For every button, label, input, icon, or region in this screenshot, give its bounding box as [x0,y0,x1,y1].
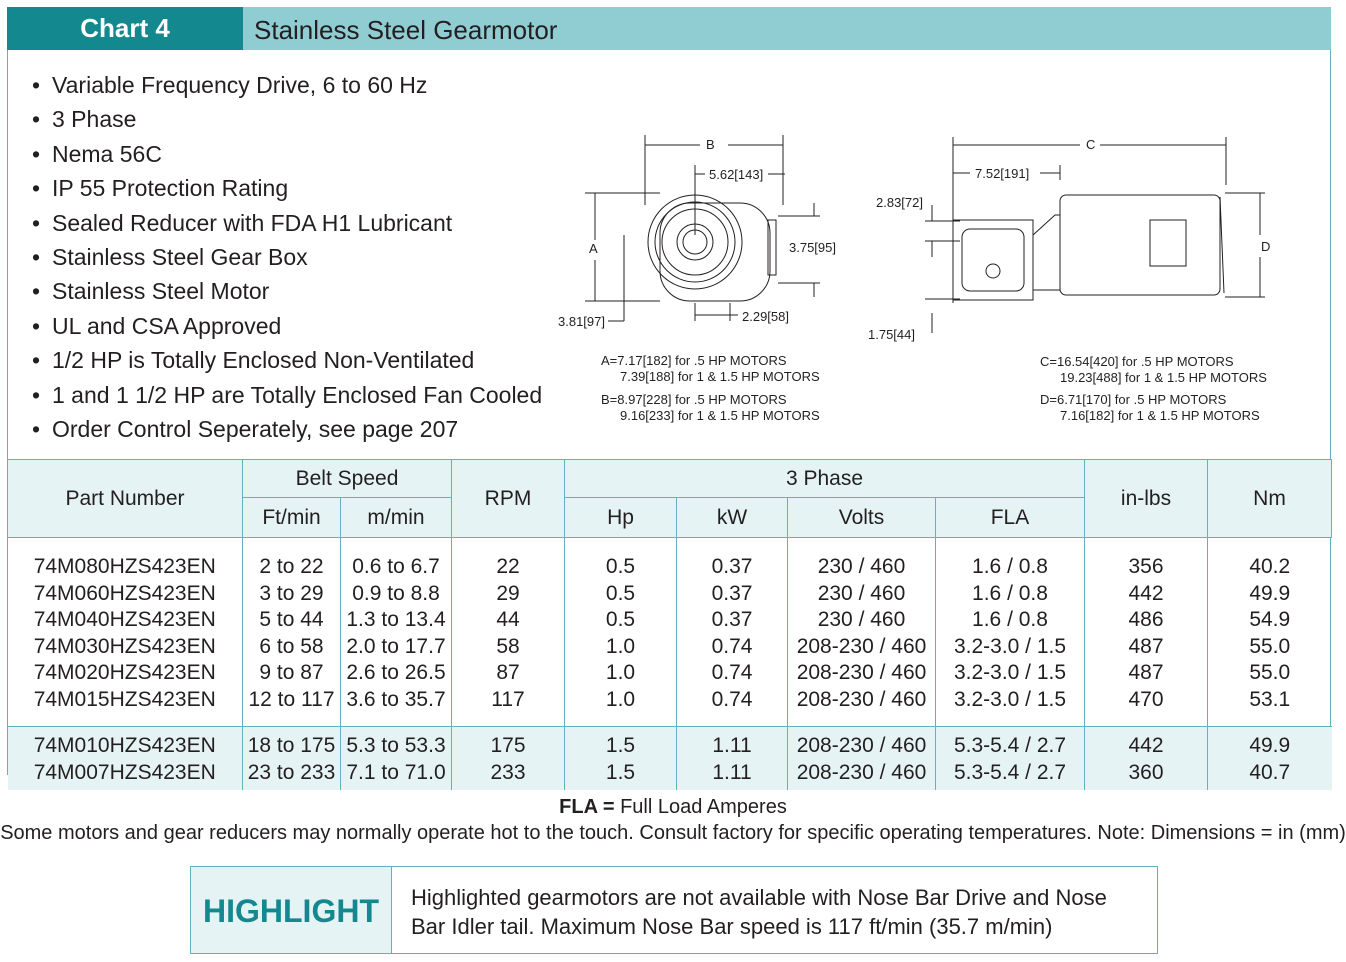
table-row [8,607,1332,634]
table-cell: 74M020HZS423EN [33,661,216,684]
table-cell: 87 [452,660,565,687]
note-a-2: 7.39[188] for 1 & 1.5 HP MOTORS [620,369,820,384]
col-hp: Hp [565,498,677,538]
dim-left-3: 3.81[97] [558,314,605,329]
feature-text: 1/2 HP is Totally Enclosed Non-Ventilated [52,347,475,374]
table-cell: 22 [452,554,565,581]
table-cell: 5.3 to 53.3 [341,733,452,760]
table-cell: 0.74 [677,634,788,661]
table-cell: 0.5 [565,554,677,581]
feature-text: Stainless Steel Motor [52,278,270,305]
table-row [8,687,1332,714]
table-cell: 208-230 / 460 [788,660,936,687]
table-cell: 0.5 [565,607,677,634]
dim-left-1: 5.62[143] [709,167,764,182]
feature-item [32,206,542,240]
table-cell: 0.74 [677,687,788,714]
note-b-1: B=8.97[228] for .5 HP MOTORS [601,392,787,407]
table-spacer [8,713,1332,727]
table-cell: 12 to 117 [243,687,341,714]
highlight-text: Highlighted gearmotors are not available with Nose Bar Drive and Nose Bar Idler tail. Maximum Nose Bar speed is 117 ft/min (35.7 m/min) [411,885,1107,939]
table-cell: 74M080HZS423EN [33,555,216,578]
table-cell: 2.6 to 26.5 [341,660,452,687]
table-cell: 49.9 [1208,581,1332,608]
chart-number-label: Chart 4 [7,7,243,50]
feature-text: Nema 56C [52,140,162,167]
table-cell: 3.6 to 35.7 [341,687,452,714]
table-cell: 6 to 58 [243,634,341,661]
highlight-box [190,866,1158,954]
col-kw: kW [677,498,788,538]
table-cell: 208-230 / 460 [788,760,936,787]
dim-b-label: B [706,137,715,152]
table-cell: 55.0 [1208,634,1332,661]
fla-note [0,796,1346,819]
table-cell: 0.37 [677,581,788,608]
feature-text: Sealed Reducer with FDA H1 Lubricant [52,209,453,236]
col-in-lbs: in-lbs [1085,460,1208,538]
table-cell: 442 [1085,733,1208,760]
feature-list [32,68,542,446]
bullet-icon: • [32,347,41,374]
table-cell: 74M030HZS423EN [33,634,216,658]
note-c-1: C=16.54[420] for .5 HP MOTORS [1040,354,1234,369]
feature-text: IP 55 Protection Rating [52,175,289,202]
table-row [8,660,1332,687]
bullet-icon: • [32,209,41,236]
table-cell: 2 to 22 [243,554,341,581]
table-cell: 0.74 [677,660,788,687]
table-spacer [8,538,1332,555]
table-cell: 53.1 [1208,687,1332,714]
note-d-1: D=6.71[170] for .5 HP MOTORS [1040,392,1227,407]
feature-text: 1 and 1 1/2 HP are Totally Enclosed Fan Cooled [52,381,543,408]
table-row [8,760,1332,787]
table-cell: 1.0 [565,687,677,714]
table-cell: 5 to 44 [243,607,341,634]
table-cell: 1.11 [677,760,788,787]
table-cell: 74M007HZS423EN [8,760,243,787]
feature-item [32,412,542,446]
bullet-icon: • [32,278,41,305]
col-belt-speed: Belt Speed [243,460,452,498]
table-cell: 1.3 to 13.4 [341,607,452,634]
table-cell: 23 to 233 [243,760,341,787]
feature-text: Order Control Seperately, see page 207 [52,416,459,443]
table-cell: 1.5 [565,733,677,760]
feature-item [32,68,542,102]
fla-equals: = [597,796,621,818]
table-cell: 0.6 to 6.7 [341,554,452,581]
table-cell: 1.5 [565,760,677,787]
note-b-2: 9.16[233] for 1 & 1.5 HP MOTORS [620,408,820,423]
dim-right-1: 7.52[191] [975,166,1030,181]
feature-item [32,378,542,412]
feature-text: Stainless Steel Gear Box [52,244,308,271]
table-cell: 54.9 [1208,607,1332,634]
bullet-icon: • [32,175,41,202]
note-d-2: 7.16[182] for 1 & 1.5 HP MOTORS [1060,408,1260,423]
note-c-2: 19.23[488] for 1 & 1.5 HP MOTORS [1060,370,1267,385]
table-cell: 29 [452,581,565,608]
col-part-number: Part Number [8,460,243,538]
feature-item [32,171,542,205]
fla-meaning: Full Load Amperes [620,796,787,818]
table-cell: 74M040HZS423EN [33,608,216,631]
bullet-icon: • [32,140,41,167]
table-cell: 1.6 / 0.8 [936,607,1085,634]
table-cell: 58 [452,634,565,661]
table-cell: 49.9 [1208,733,1332,760]
table-cell: 3 to 29 [243,581,341,608]
highlight-label: HIGHLIGHT [191,867,392,953]
col-ft-min: Ft/min [243,498,341,538]
col-fla: FLA [936,498,1085,538]
dim-a-label: A [589,241,598,256]
chart-title: Stainless Steel Gearmotor [243,7,1331,50]
bullet-icon: • [32,72,41,98]
gearmotor-spec-table [7,459,1332,790]
footnote: Some motors and gear reducers may normally operate hot to the touch. Consult factory for specific operating temperatures. Note: Dimensions = in (mm) [0,822,1346,844]
table-cell: 44 [452,607,565,634]
dimension-diagram [540,125,1300,435]
table-row [8,581,1332,608]
table-cell: 1.6 / 0.8 [936,554,1085,581]
table-cell: 117 [452,687,565,714]
col-3-phase: 3 Phase [565,460,1085,498]
col-volts: Volts [788,498,936,538]
bullet-icon: • [32,244,41,271]
table-cell: 74M010HZS423EN [8,733,243,760]
table-cell: 3.2-3.0 / 1.5 [936,687,1085,714]
table-cell: 175 [452,733,565,760]
table-cell: 0.37 [677,607,788,634]
table-cell: 470 [1085,687,1208,714]
table-cell: 0.9 to 8.8 [341,581,452,608]
table-cell: 0.5 [565,581,677,608]
table-cell: 230 / 460 [788,607,936,634]
table-cell: 74M015HZS423EN [33,687,216,711]
table-cell: 3.2-3.0 / 1.5 [936,660,1085,687]
feature-item [32,274,542,308]
table-cell: 230 / 460 [788,581,936,608]
dim-c-label: C [1086,137,1096,152]
table-row [8,554,1332,581]
feature-item [32,343,542,377]
dim-right-2: 2.83[72] [876,195,923,210]
table-cell: 7.1 to 71.0 [341,760,452,787]
dim-left-4: 2.29[58] [742,309,789,324]
chart-header [7,7,1331,50]
col-m-min: m/min [341,498,452,538]
col-rpm: RPM [452,460,565,538]
dim-right-3: 1.75[44] [868,327,915,342]
feature-text: Variable Frequency Drive, 6 to 60 Hz [52,72,428,98]
table-cell: 486 [1085,607,1208,634]
table-cell: 1.11 [677,733,788,760]
table-row [8,634,1332,661]
feature-item [32,102,542,136]
table-cell: 356 [1085,554,1208,581]
table-cell: 1.0 [565,634,677,661]
table-cell: 0.37 [677,554,788,581]
feature-item [32,137,542,171]
table-cell: 208-230 / 460 [788,733,936,760]
table-cell: 360 [1085,760,1208,787]
dimension-labels [558,137,1270,423]
table-cell: 487 [1085,634,1208,661]
table-cell: 5.3-5.4 / 2.7 [936,760,1085,787]
table-cell: 1.6 / 0.8 [936,581,1085,608]
bullet-icon: • [32,381,41,408]
feature-text: 3 Phase [52,106,137,133]
table-cell: 5.3-5.4 / 2.7 [936,733,1085,760]
fla-term: FLA [559,796,598,818]
feature-item [32,309,542,343]
table-cell: 40.7 [1208,760,1332,787]
table-cell: 2.0 to 17.7 [341,634,452,661]
bullet-icon: • [32,312,41,339]
table-cell: 18 to 175 [243,733,341,760]
end-view-drawing [585,135,820,321]
table-row [8,733,1332,760]
table-cell: 230 / 460 [788,554,936,581]
note-a-1: A=7.17[182] for .5 HP MOTORS [601,353,787,368]
feature-text: UL and CSA Approved [52,312,282,339]
table-cell: 442 [1085,581,1208,608]
bullet-icon: • [32,106,41,133]
table-cell: 208-230 / 460 [788,687,936,714]
feature-item [32,240,542,274]
table-cell: 55.0 [1208,660,1332,687]
table-cell: 233 [452,760,565,787]
table-cell: 1.0 [565,660,677,687]
bullet-icon: • [32,416,41,443]
table-body [8,538,1332,791]
col-nm: Nm [1208,460,1332,538]
table-cell: 3.2-3.0 / 1.5 [936,634,1085,661]
table-spacer [8,786,1332,790]
dim-left-2: 3.75[95] [789,240,836,255]
table-cell: 74M060HZS423EN [33,581,216,605]
dim-d-label: D [1261,239,1271,254]
table-cell: 208-230 / 460 [788,634,936,661]
table-cell: 487 [1085,660,1208,687]
table-cell: 9 to 87 [243,660,341,687]
table-cell: 40.2 [1208,554,1332,581]
